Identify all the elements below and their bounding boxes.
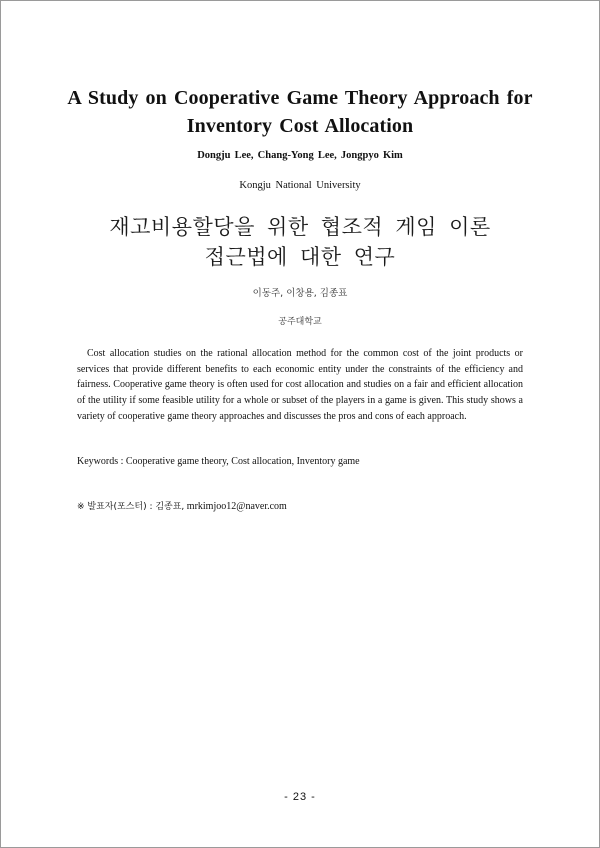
paper-title-korean bbox=[40, 212, 560, 272]
keywords: Keywords : Cooperative game theory, Cost allocation, Inventory game bbox=[77, 456, 360, 467]
paper-title-korean-line-1: 재고비용할당을 위한 협조적 게임 이론 bbox=[109, 215, 491, 239]
abstract: Cost allocation studies on the rational allocation method for the common cost of the joint products or services that provide different benefits to each economic entity under the constraints of the efficiency and fairness. Cooperative game theory is often used for cost allocation and studies on a fair and efficient allocation of the utility if some feasible utility for a whole or subset of the players in a game is given. This study shows a variety of cooperative game theory approaches and discusses the pros and cons of each approach. bbox=[77, 348, 523, 422]
authors-korean: 이동주, 이창용, 김종표 bbox=[252, 288, 348, 299]
presenter-email: mrkimjoo12@naver.com bbox=[186, 501, 287, 512]
paper-title-line-1: A Study on Cooperative Game Theory Approach for bbox=[67, 87, 533, 109]
paper-title bbox=[40, 84, 560, 140]
page-number: - 23 - bbox=[284, 791, 316, 803]
paper-title-line-2: Inventory Cost Allocation bbox=[186, 115, 414, 137]
authors-english: Dongju Lee, Chang-Yong Lee, Jongpyo Kim bbox=[197, 150, 403, 161]
affiliation-korean: 공주대학교 bbox=[278, 317, 322, 327]
presenter-label: ※ 발표자(포스터) : 김종표, bbox=[77, 502, 185, 512]
affiliation-english: Kongju National University bbox=[239, 180, 361, 191]
paper-title-korean-line-2: 접근법에 대한 연구 bbox=[204, 245, 396, 269]
presenter-note bbox=[77, 499, 523, 512]
